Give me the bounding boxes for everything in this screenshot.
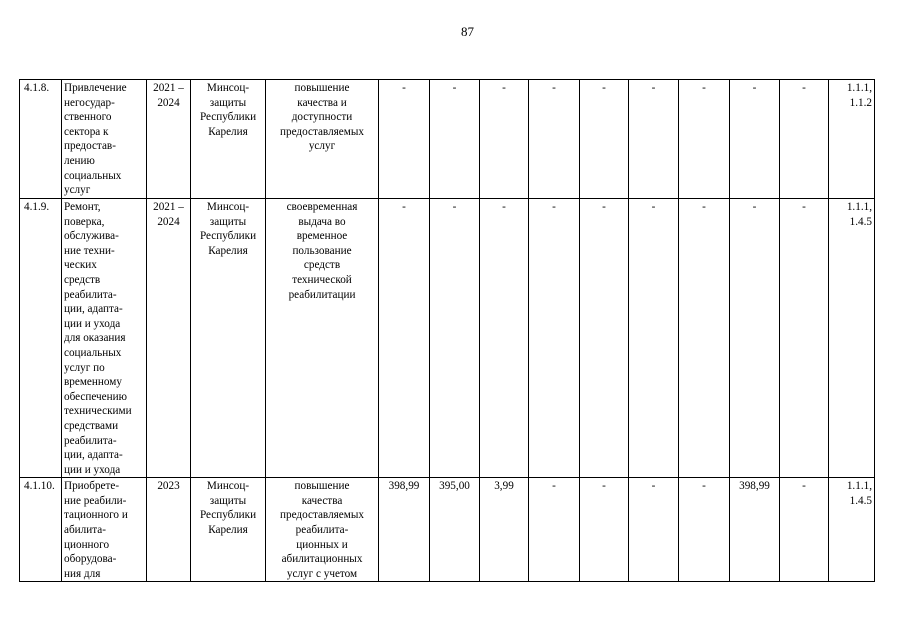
value-cell-1: - (379, 80, 430, 199)
executor-cell: Минсоц- защиты Республики Карелия (191, 80, 266, 199)
table-row (20, 478, 875, 582)
page-number: 87 (461, 24, 474, 39)
value-cell-6: - (629, 199, 679, 478)
result-cell: повышение качества предоставляемых реабилита- ционных и абилитационных услуг с учетом (266, 478, 379, 582)
value-cell-9: - (780, 478, 829, 582)
value-cell-2: - (430, 199, 480, 478)
value-cell-5: - (580, 80, 629, 199)
value-cell-7: - (679, 478, 730, 582)
measure-number-cell: 4.1.8. (20, 80, 62, 199)
value-cell-1: 398,99 (379, 478, 430, 582)
value-cell-9: - (780, 80, 829, 199)
table-row (20, 199, 875, 478)
period-cell: 2023 (147, 478, 191, 582)
measure-name-cell: Приобрете- ние реабили- тационного и абилита- ционного оборудова- ния для (62, 478, 147, 582)
value-cell-2: - (430, 80, 480, 199)
value-cell-6: - (629, 478, 679, 582)
value-cell-4: - (529, 80, 580, 199)
period-cell: 2021 – 2024 (147, 199, 191, 478)
executor-cell: Минсоц- защиты Республики Карелия (191, 478, 266, 582)
value-cell-6: - (629, 80, 679, 199)
value-cell-4: - (529, 478, 580, 582)
result-cell: своевременная выдача во временное пользование средств технической реабилитации (266, 199, 379, 478)
period-cell: 2021 – 2024 (147, 80, 191, 199)
value-cell-4: - (529, 199, 580, 478)
value-cell-1: - (379, 199, 430, 478)
value-cell-2: 395,00 (430, 478, 480, 582)
result-cell: повышение качества и доступности предоставляемых услуг (266, 80, 379, 199)
measure-number-cell: 4.1.10. (20, 478, 62, 582)
value-cell-8: - (730, 199, 780, 478)
measure-name-cell: Ремонт, поверка, обслужива- ние техни- ческих средств реабилита- ции, адапта- ции и ухода для оказания социальных услуг по временному обеспечению техническими средствами реабилита- ции, адапта- ции и ухода (62, 199, 147, 478)
indicator-link-cell: 1.1.1, 1.4.5 (829, 199, 875, 478)
indicator-link-cell: 1.1.1, 1.1.2 (829, 80, 875, 199)
measure-name-cell: Привлечение негосудар- ственного сектора к предостав- лению социальных услуг (62, 80, 147, 199)
program-measures-table (19, 79, 875, 582)
executor-cell: Минсоц- защиты Республики Карелия (191, 199, 266, 478)
value-cell-3: 3,99 (480, 478, 529, 582)
table-row (20, 80, 875, 199)
value-cell-8: - (730, 80, 780, 199)
value-cell-5: - (580, 478, 629, 582)
indicator-link-cell: 1.1.1, 1.4.5 (829, 478, 875, 582)
value-cell-3: - (480, 80, 529, 199)
value-cell-8: 398,99 (730, 478, 780, 582)
value-cell-7: - (679, 199, 730, 478)
value-cell-7: - (679, 80, 730, 199)
value-cell-5: - (580, 199, 629, 478)
measure-number-cell: 4.1.9. (20, 199, 62, 478)
value-cell-3: - (480, 199, 529, 478)
value-cell-9: - (780, 199, 829, 478)
